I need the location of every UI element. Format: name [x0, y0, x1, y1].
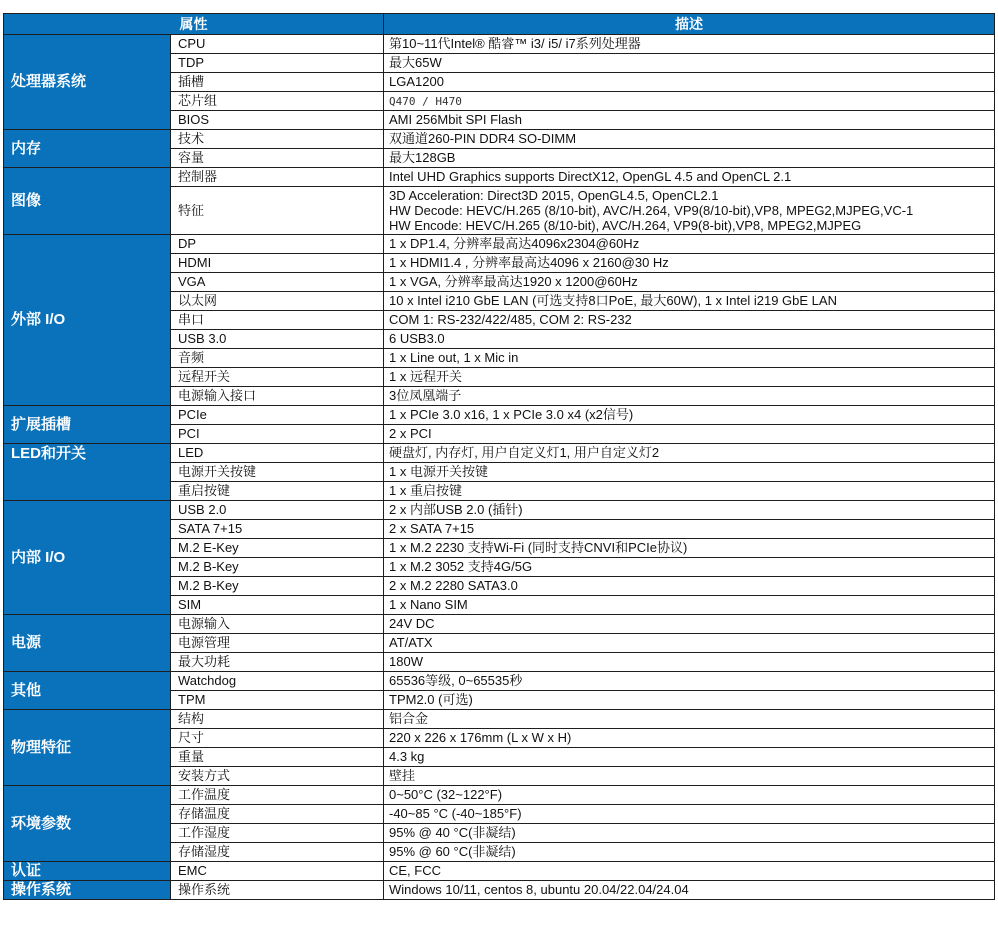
desc-power-mgmt: AT/ATX [384, 634, 995, 653]
table-row [4, 881, 995, 900]
attr-max-power: 最大功耗 [171, 653, 384, 672]
attr-mem-tech: 技术 [171, 130, 384, 149]
desc-dp: 1 x DP1.4, 分辨率最高达4096x2304@60Hz [384, 235, 995, 254]
category-graphics: 图像 [4, 168, 171, 235]
gfx-feat-line: HW Decode: HEVC/H.265 (8/10-bit), AVC/H.264, VP9(8/10-bit),VP8, MPEG2,MJPEG,VC-1 [389, 203, 914, 218]
attr-watchdog: Watchdog [171, 672, 384, 691]
table-row [4, 168, 995, 187]
desc-pcie: 1 x PCIe 3.0 x16, 1 x PCIe 3.0 x4 (x2信号) [384, 406, 995, 425]
attr-audio: 音频 [171, 349, 384, 368]
desc-tpm: TPM2.0 (可选) [384, 691, 995, 710]
desc-dimensions: 220 x 226 x 176mm (L x W x H) [384, 729, 995, 748]
attr-emc: EMC [171, 862, 384, 881]
table-row [4, 786, 995, 805]
desc-cpu: 第10~11代Intel® 酷睿™ i3/ i5/ i7系列处理器 [384, 35, 995, 54]
desc-sata: 2 x SATA 7+15 [384, 520, 995, 539]
attr-pci: PCI [171, 425, 384, 444]
desc-reset-button: 1 x 重启按键 [384, 482, 995, 501]
desc-bios: AMI 256Mbit SPI Flash [384, 111, 995, 130]
attr-remote-switch: 远程开关 [171, 368, 384, 387]
gfx-feat-line: HW Encode: HEVC/H.265 (8/10-bit), AVC/H.264, VP9(8-bit),VP8, MPEG2,MJPEG [389, 218, 862, 233]
table-row [4, 862, 995, 881]
desc-remote-switch: 1 x 远程开关 [384, 368, 995, 387]
desc-tdp: 最大65W [384, 54, 995, 73]
category-cpu-system: 处理器系统 [4, 35, 171, 130]
attr-sata: SATA 7+15 [171, 520, 384, 539]
chipset-value: Q470 / H470 [389, 94, 462, 108]
attr-socket: 插槽 [171, 73, 384, 92]
header-row [4, 14, 995, 35]
category-led-switch: LED和开关 [4, 444, 171, 501]
table-row [4, 35, 995, 54]
attr-hdmi: HDMI [171, 254, 384, 273]
table-row [4, 672, 995, 691]
desc-weight: 4.3 kg [384, 748, 995, 767]
table-row [4, 444, 995, 463]
attr-gfx-feat: 特征 [171, 187, 384, 235]
category-external-io: 外部 I/O [4, 235, 171, 406]
attr-weight: 重量 [171, 748, 384, 767]
category-memory: 内存 [4, 130, 171, 168]
attr-storage-temp: 存储温度 [171, 805, 384, 824]
table-row [4, 615, 995, 634]
desc-chipset [384, 92, 995, 111]
attr-m2-e-key: M.2 E-Key [171, 539, 384, 558]
attr-op-humidity: 工作湿度 [171, 824, 384, 843]
desc-led: 硬盘灯, 内存灯, 用户自定义灯1, 用户自定义灯2 [384, 444, 995, 463]
category-other: 其他 [4, 672, 171, 710]
attr-cpu: CPU [171, 35, 384, 54]
category-os: 操作系统 [4, 881, 171, 900]
desc-socket: LGA1200 [384, 73, 995, 92]
attr-sim: SIM [171, 596, 384, 615]
attr-mem-cap: 容量 [171, 149, 384, 168]
category-physical: 物理特征 [4, 710, 171, 786]
desc-ethernet: 10 x Intel i210 GbE LAN (可选支持8口PoE, 最大60W), 1 x Intel i219 GbE LAN [384, 292, 995, 311]
desc-mem-tech: 双通道260-PIN DDR4 SO-DIMM [384, 130, 995, 149]
table-row [4, 501, 995, 520]
table-row [4, 130, 995, 149]
attr-pcie: PCIe [171, 406, 384, 425]
table-row [4, 235, 995, 254]
attr-m2-b-key-4g: M.2 B-Key [171, 558, 384, 577]
desc-power-button: 1 x 电源开关按键 [384, 463, 995, 482]
attr-power-mgmt: 电源管理 [171, 634, 384, 653]
desc-m2-e-key: 1 x M.2 2230 支持Wi-Fi (同时支持CNVI和PCIe协议) [384, 539, 995, 558]
table-row [4, 710, 995, 729]
desc-m2-b-key-4g: 1 x M.2 3052 支持4G/5G [384, 558, 995, 577]
desc-sim: 1 x Nano SIM [384, 596, 995, 615]
attr-os: 操作系统 [171, 881, 384, 900]
attr-storage-humidity: 存储湿度 [171, 843, 384, 862]
desc-mem-cap: 最大128GB [384, 149, 995, 168]
desc-audio: 1 x Line out, 1 x Mic in [384, 349, 995, 368]
attr-ethernet: 以太网 [171, 292, 384, 311]
category-environment: 环境参数 [4, 786, 171, 862]
gfx-feat-line: 3D Acceleration: Direct3D 2015, OpenGL4.5, OpenCL2.1 [389, 188, 719, 203]
attr-vga: VGA [171, 273, 384, 292]
desc-storage-temp: -40~85 °C (-40~185°F) [384, 805, 995, 824]
attr-usb2: USB 2.0 [171, 501, 384, 520]
desc-op-temp: 0~50°C (32~122°F) [384, 786, 995, 805]
attr-power-button: 电源开关按键 [171, 463, 384, 482]
desc-vga: 1 x VGA, 分辨率最高达1920 x 1200@60Hz [384, 273, 995, 292]
desc-power-input-connector: 3位凤凰端子 [384, 387, 995, 406]
desc-watchdog: 65536等级, 0~65535秒 [384, 672, 995, 691]
attr-m2-b-key-sata: M.2 B-Key [171, 577, 384, 596]
desc-power-input: 24V DC [384, 615, 995, 634]
desc-storage-humidity: 95% @ 60 °C(非凝结) [384, 843, 995, 862]
attr-dp: DP [171, 235, 384, 254]
attr-mount: 安装方式 [171, 767, 384, 786]
table-row [4, 406, 995, 425]
category-expansion: 扩展插槽 [4, 406, 171, 444]
desc-serial: COM 1: RS-232/422/485, COM 2: RS-232 [384, 311, 995, 330]
attr-structure: 结构 [171, 710, 384, 729]
desc-max-power: 180W [384, 653, 995, 672]
desc-hdmi: 1 x HDMI1.4 , 分辨率最高达4096 x 2160@30 Hz [384, 254, 995, 273]
desc-os: Windows 10/11, centos 8, ubuntu 20.04/22.04/24.04 [384, 881, 995, 900]
desc-gfx-ctrl: Intel UHD Graphics supports DirectX12, OpenGL 4.5 and OpenCL 2.1 [384, 168, 995, 187]
attr-op-temp: 工作温度 [171, 786, 384, 805]
attr-reset-button: 重启按键 [171, 482, 384, 501]
header-attribute: 属性 [4, 14, 384, 35]
desc-mount: 壁挂 [384, 767, 995, 786]
attr-dimensions: 尺寸 [171, 729, 384, 748]
attr-power-input-connector: 电源输入接口 [171, 387, 384, 406]
desc-m2-b-key-sata: 2 x M.2 2280 SATA3.0 [384, 577, 995, 596]
category-certification: 认证 [4, 862, 171, 881]
desc-emc: CE, FCC [384, 862, 995, 881]
spec-table [3, 13, 995, 900]
desc-op-humidity: 95% @ 40 °C(非凝结) [384, 824, 995, 843]
attr-gfx-ctrl: 控制器 [171, 168, 384, 187]
desc-pci: 2 x PCI [384, 425, 995, 444]
header-description: 描述 [384, 14, 995, 35]
attr-tdp: TDP [171, 54, 384, 73]
category-power: 电源 [4, 615, 171, 672]
attr-power-input: 电源输入 [171, 615, 384, 634]
desc-usb3: 6 USB3.0 [384, 330, 995, 349]
attr-chipset: 芯片组 [171, 92, 384, 111]
category-internal-io: 内部 I/O [4, 501, 171, 615]
attr-usb3: USB 3.0 [171, 330, 384, 349]
attr-tpm: TPM [171, 691, 384, 710]
desc-gfx-feat [384, 187, 995, 235]
desc-usb2: 2 x 内部USB 2.0 (插针) [384, 501, 995, 520]
attr-bios: BIOS [171, 111, 384, 130]
desc-structure: 铝合金 [384, 710, 995, 729]
attr-led: LED [171, 444, 384, 463]
attr-serial: 串口 [171, 311, 384, 330]
